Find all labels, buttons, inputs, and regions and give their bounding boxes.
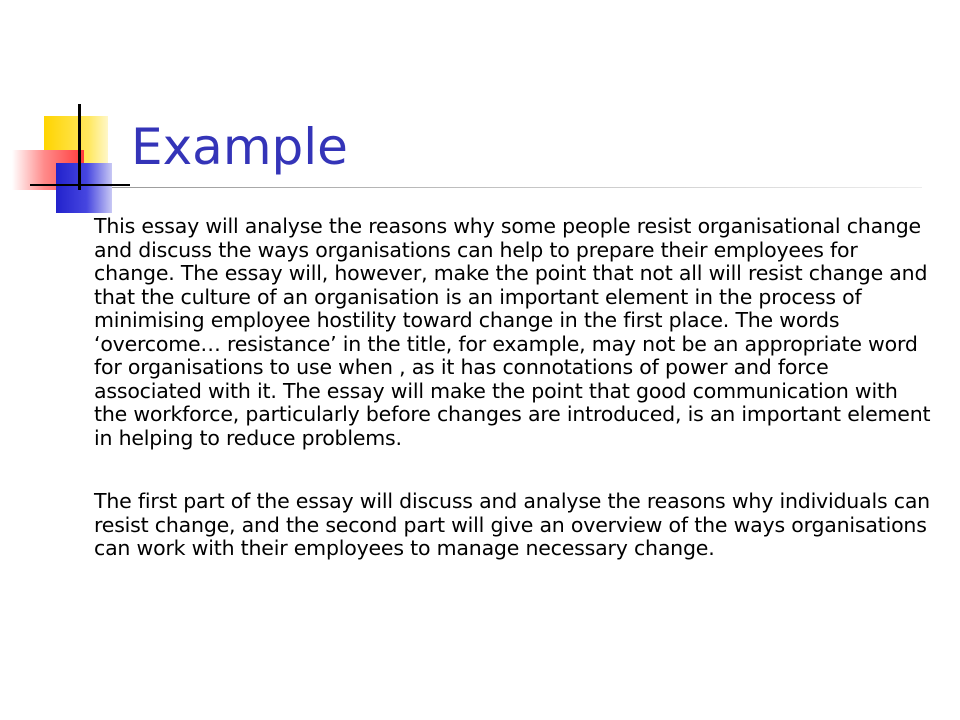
body-paragraph-2: The first part of the essay will discuss and analyse the reasons why individuals can resist change, and the second part will give an overview of the ways organisations can work with their employees to manage necessary change. [94, 489, 930, 560]
horizontal-line-decoration [30, 184, 130, 186]
title-underline-rule [112, 187, 922, 188]
vertical-line-decoration [78, 104, 81, 190]
slide-body [94, 215, 934, 561]
slide-title: Example [131, 118, 348, 176]
blue-square-decoration [56, 163, 112, 213]
body-paragraph-1: This essay will analyse the reasons why some people resist organisational change and discuss the ways organisations can help to prepare their employees for change. The essay will, however, make the point that not all will resist change and that the culture of an organisation is an important element in the process of minimising employee hostility toward change in the first place. The words ‘overcome… resistance’ in the title, for example, may not be an appropriate word for organisations to use when , as it has connotations of power and force associated with it. The essay will make the point that good communication with the workforce, particularly before changes are introduced, is an important element in helping to reduce problems. [94, 214, 931, 450]
